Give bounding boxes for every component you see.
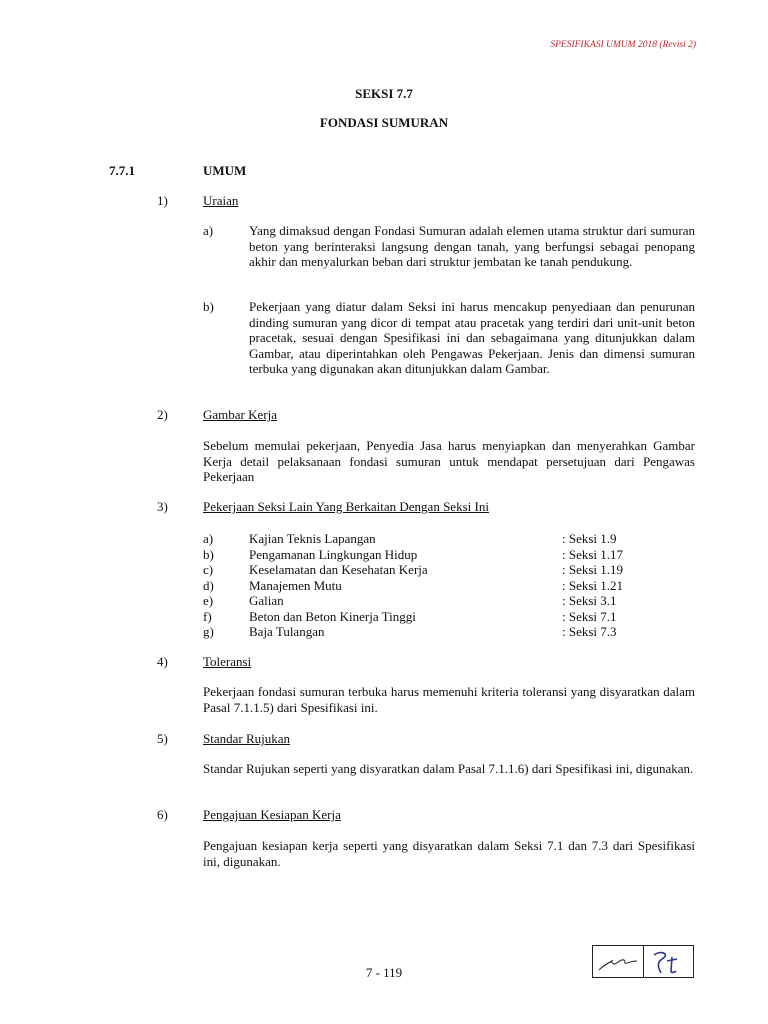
related-item-name: Pengamanan Lingkungan Hidup: [249, 546, 418, 562]
related-item-label: b): [203, 546, 214, 562]
related-item-reference: : Seksi 7.3: [562, 624, 617, 639]
related-item-reference: : Seksi 1.9: [562, 531, 617, 546]
related-item-name: Keselamatan dan Kesehatan Kerja: [249, 562, 428, 577]
related-item-reference: : Seksi 7.1: [562, 608, 617, 624]
pengajuan-text: Pengajuan kesiapan kerja seperti yang disyaratkan dalam Seksi 7.1 dan 7.3 dari Spesifikasi ini, digunakan.: [203, 838, 695, 869]
item-heading: Toleransi: [203, 654, 252, 669]
related-item-label: e): [203, 593, 214, 608]
subitem-label: b): [203, 299, 214, 314]
subsection-number: 7.7.1: [109, 163, 135, 178]
item-number: 1): [157, 193, 168, 208]
related-item-name: Baja Tulangan: [249, 624, 325, 639]
standar-rujukan-text: Standar Rujukan seperti yang disyaratkan dalam Pasal 7.1.1.6) dari Spesifikasi ini, digunakan.: [203, 761, 694, 776]
uraian-b-text: Pekerjaan yang diatur dalam Seksi ini harus mencakup penyediaan dan penurunan dinding sumuran yang dicor di tempat atau pracetak yang terdiri dari unit-unit beton pracetak, sesuai dengan Spesifikasi ini dan sebagaimana yang ditunjukkan dalam Gambar, atau diperintahkan oleh Pengawas Pekerjaan. Jenis dan dimensi sumuran terbuka yang digunakan akan ditunjukkan dalam Gambar.: [249, 299, 695, 376]
toleransi-text: Pekerjaan fondasi sumuran terbuka harus memenuhi kriteria toleransi yang disyaratkan dalam Pasal 7.1.1.5) dari Spesifikasi ini.: [203, 684, 695, 715]
subitem-label: a): [203, 223, 214, 238]
subsection-title: UMUM: [203, 163, 247, 178]
item-number: 3): [157, 499, 168, 514]
item-number: 5): [157, 731, 168, 746]
related-item-name: Manajemen Mutu: [249, 577, 342, 593]
item-number: 2): [157, 407, 168, 422]
related-item-reference: : Seksi 1.19: [562, 562, 624, 577]
item-heading: Uraian: [203, 193, 239, 208]
related-item-reference: : Seksi 1.17: [562, 546, 624, 562]
page-number: 7 - 119: [365, 965, 403, 980]
item-heading: Standar Rujukan: [203, 731, 291, 746]
related-item-label: a): [203, 531, 214, 546]
related-item-label: g): [203, 624, 214, 639]
section-title: FONDASI SUMURAN: [319, 115, 449, 130]
gambar-kerja-text: Sebelum memulai pekerjaan, Penyedia Jasa harus menyiapkan dan menyerahkan Gambar Kerja detail pelaksanaan fondasi sumuran untuk mendapat persetujuan dari Pengawas Pekerjaan: [203, 438, 695, 484]
related-item-name: Beton dan Beton Kinerja Tinggi: [249, 608, 416, 624]
related-item-name: Kajian Teknis Lapangan: [249, 531, 376, 546]
section-number: SEKSI 7.7: [355, 86, 413, 101]
item-heading: Pengajuan Kesiapan Kerja: [203, 807, 341, 822]
related-item-label: c): [203, 562, 214, 577]
related-item-label: d): [203, 577, 214, 593]
item-number: 6): [157, 807, 168, 822]
item-number: 4): [157, 654, 168, 669]
item-heading: Pekerjaan Seksi Lain Yang Berkaitan Dengan Seksi Ini: [203, 499, 489, 514]
item-heading: Gambar Kerja: [203, 407, 277, 422]
related-item-reference: : Seksi 3.1: [562, 593, 617, 608]
document-header: SPESIFIKASI UMUM 2018 (Revisi 2): [550, 40, 696, 50]
related-item-reference: : Seksi 1.21: [562, 577, 624, 593]
uraian-a-text: Yang dimaksud dengan Fondasi Sumuran adalah elemen utama struktur dari sumuran beton yang berinteraksi langsung dengan tanah, yang berfungsi sebagai penopang akhir dan menyalurkan beban dari struktur jembatan ke tanah pendukung.: [249, 223, 695, 269]
related-item-label: f): [203, 608, 212, 624]
related-item-name: Galian: [249, 593, 284, 608]
